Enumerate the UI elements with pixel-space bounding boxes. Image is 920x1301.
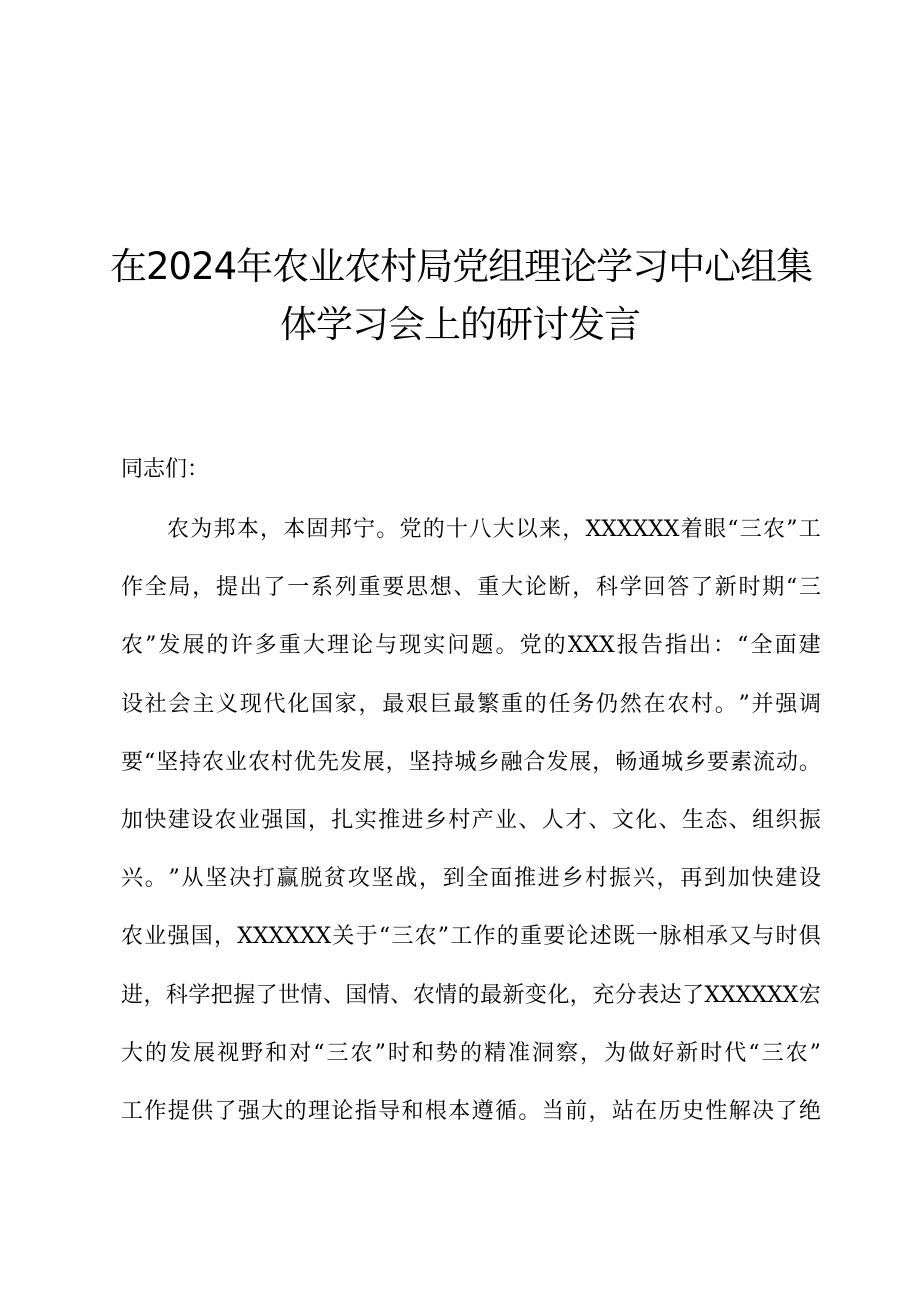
body-line: 兴 。 ” 从 坚 决 打 赢 脱 贫 攻 坚 战 ， 到 全 面 推 进 乡 村 振 兴 ， 再 到 加 快 建 设 [121, 866, 821, 892]
body-line: 进 ， 科 学 把 握 了 世 情 、 国 情 、 农 情 的 最 新 变 化 ， 充 分 表 达 了 XXXXXX 宏 [121, 982, 821, 1008]
body-line: 要 “ 坚 持 农 业 农 村 优 先 发 展 ， 坚 持 城 乡 融 合 发 展 ， 畅 通 城 乡 要 素 流 动 。 [121, 749, 821, 775]
body-line: 农 为 邦 本 ， 本 固 邦 宁 。 党 的 十 八 大 以 来 ， XXXXXX 着 眼 “ 三 农 ” 工 [167, 517, 821, 542]
body-paragraph [121, 510, 821, 1150]
body-line: 作 全 局 ， 提 出 了 一 系 列 重 要 思 想 、 重 大 论 断 ， 科 学 回 答 了 新 时 期 “ 三 [121, 575, 821, 601]
body-line: 大 的 发 展 视 野 和 对 “ 三 农 ” 时 和 势 的 精 准 洞 察 ， 为 做 好 新 时 代 “ 三 农 ” [121, 1040, 821, 1066]
body-line: 农 业 强 国 ， XXXXXX 关 于 “ 三 农 ” 工 作 的 重 要 论 述 既 一 脉 相 承 又 与 时 俱 [121, 924, 821, 950]
title-line-2: 体学习会上的研讨发言 [280, 303, 640, 346]
document-title [110, 238, 813, 354]
title-line-1: 在2024年农业农村局党组理论学习中心组集 [110, 245, 813, 288]
greeting: 同志们： [121, 457, 210, 482]
body-line: 工 作 提 供 了 强 大 的 理 论 指 导 和 根 本 遵 循 。 当 前 ， 站 在 历 史 性 解 决 了 绝 [121, 1098, 821, 1124]
body-line: 加 快 建 设 农 业 强 国 ， 扎 实 推 进 乡 村 产 业 、 人 才 、 文 化 、 生 态 、 组 织 振 [121, 807, 821, 833]
body-line: 农 ” 发 展 的 许 多 重 大 理 论 与 现 实 问 题 。 党 的 XXX 报 告 指 出 ： “ 全 面 建 [121, 633, 821, 659]
body-line: 设 社 会 主 义 现 代 化 国 家 ， 最 艰 巨 最 繁 重 的 任 务 仍 然 在 农 村 。 ” 并 强 调 [121, 691, 821, 717]
